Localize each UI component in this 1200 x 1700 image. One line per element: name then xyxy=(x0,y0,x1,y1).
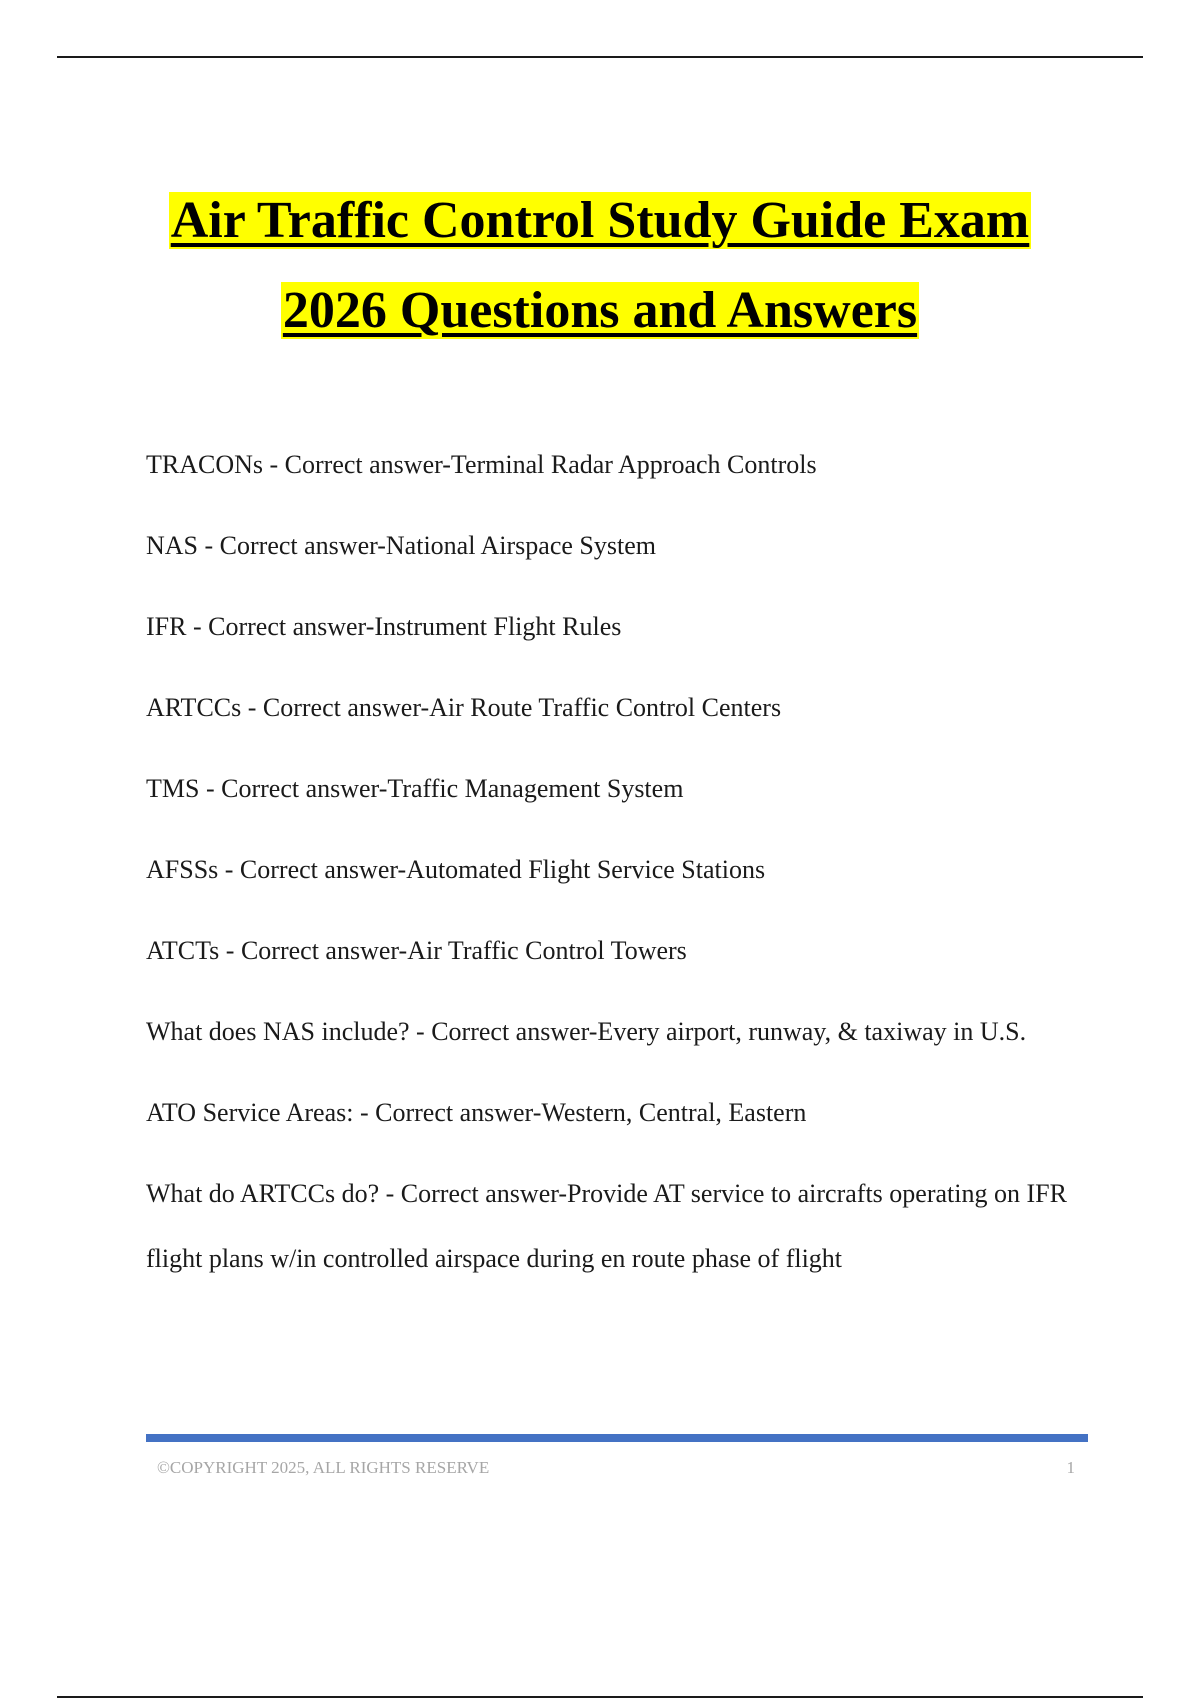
qa-item: What does NAS include? - Correct answer-Every airport, runway, & taxiway in U.S. xyxy=(146,1017,1027,1046)
document-title xyxy=(0,176,1200,356)
qa-item: NAS - Correct answer-National Airspace System xyxy=(146,531,656,560)
page-number: 1 xyxy=(1066,1458,1075,1477)
qa-item: TMS - Correct answer-Traffic Management System xyxy=(146,774,684,803)
title-text-2: 2026 Questions and Answers xyxy=(282,282,918,339)
qa-item: AFSSs - Correct answer-Automated Flight Service Stations xyxy=(146,855,766,884)
qa-item: TRACONs - Correct answer-Terminal Radar Approach Controls xyxy=(146,450,817,479)
footer-copyright: ©COPYRIGHT 2025, ALL RIGHTS RESERVE xyxy=(157,1458,490,1477)
footer-bar xyxy=(146,1434,1088,1442)
title-line-2 xyxy=(0,266,1200,356)
bottom-rule xyxy=(57,1696,1143,1698)
header-rule xyxy=(57,56,1143,58)
qa-list xyxy=(146,432,1076,1307)
qa-item: ARTCCs - Correct answer-Air Route Traffic Control Centers xyxy=(146,693,782,722)
qa-item: ATCTs - Correct answer-Air Traffic Control Towers xyxy=(146,936,687,965)
qa-item: ATO Service Areas: - Correct answer-Western, Central, Eastern xyxy=(146,1098,807,1127)
qa-item: IFR - Correct answer-Instrument Flight Rules xyxy=(146,612,622,641)
title-text-1: Air Traffic Control Study Guide Exam xyxy=(170,192,1030,249)
qa-item: What do ARTCCs do? - Correct answer-Provide AT service to aircrafts operating on IFR flight plans w/in controlled airspace during en route phase of flight xyxy=(146,1179,1067,1273)
title-line-1 xyxy=(0,176,1200,266)
